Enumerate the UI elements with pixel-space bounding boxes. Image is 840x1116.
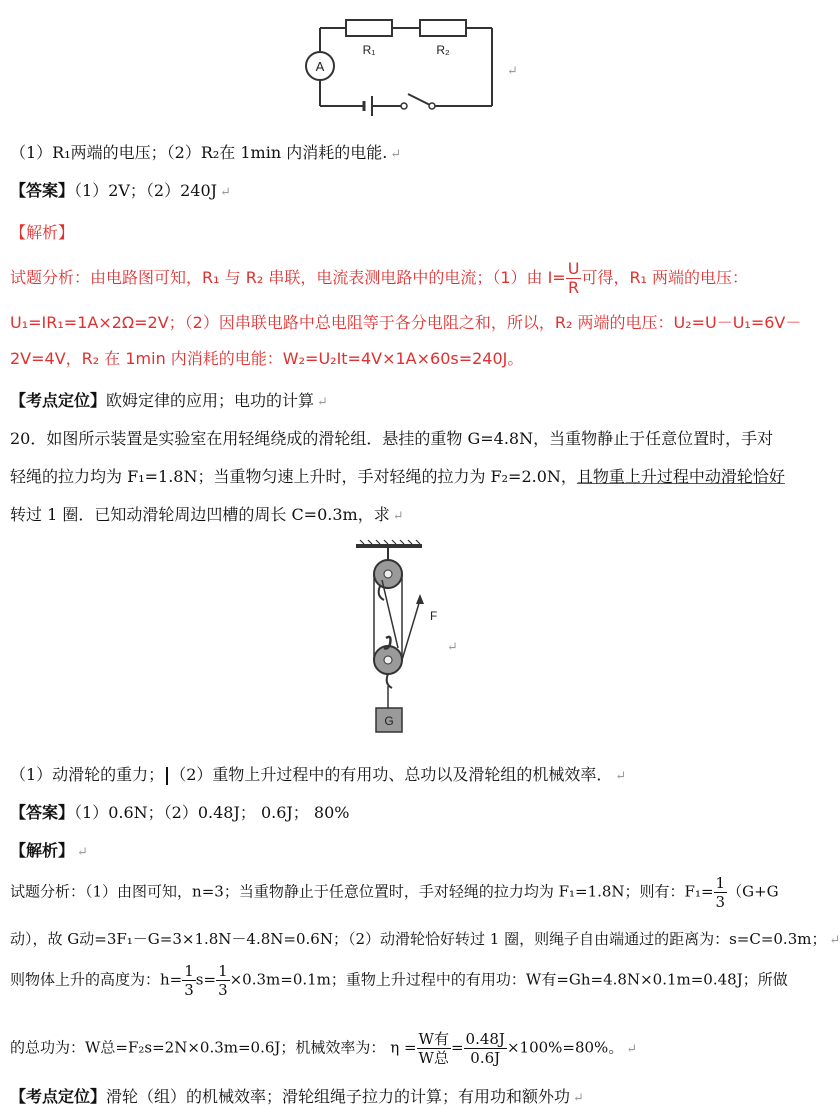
q19-analysis-tag: 【解析】 [10,223,75,242]
q19-kaodian: 【考点定位】欧姆定律的应用；电功的计算 ↵ [10,391,328,410]
q20-analysis-line-1: 试题分析：（1）由图可知，n=3；当重物静止于任意位置时，手对轻绳的拉力均为 F₁=1.8N；则有：F₁= $\frac{1}{3}$ （G+G [10,874,779,911]
q20-questions: （1）动滑轮的重力； （2）重物上升过程中的有用功、总功以及滑轮组的机械效率． ↵ [10,765,627,784]
circuit-diagram [296,8,526,118]
force-label: F [430,609,438,623]
q20-stem-2: 轻绳的拉力均为 F₁=1.8N；当重物匀速上升时，手对轻绳的拉力为 F₂=2.0N，且物重上升过程中动滑轮恰好 [10,467,785,486]
q19-questions: （1）R₁两端的电压；（2）R₂在 1min 内消耗的电能. ↵ [10,143,402,162]
q20-analysis-tag: 【解析】 ↵ [10,841,88,860]
q19-analysis-line-2: U₁=IR₁=1A×2Ω=2V；（2）因串联电路中总电阻等于各分电阻之和，所以，R₂ 两端的电压：U₂=U－U₁=6V－ [10,313,802,332]
return-mark: ↵ [447,640,458,655]
q19-answer: 【答案】（1）2V；（2）240J ↵ [10,181,231,200]
q20-stem-3: 转过 1 圈．已知动滑轮周边凹槽的周长 C=0.3m，求 ↵ [10,505,404,524]
q19-analysis-line-1: 试题分析：由电路图可知，R₁ 与 R₂ 串联，电流表测电路中的电流；（1）由 I= $\frac{U}{R}$ 可得，R₁ 两端的电压： [10,259,749,297]
q20-analysis-line-3: 则物体上升的高度为：h= $\frac{1}{3}$ s= $\frac{1}{3}$ ×0.3m=0.1m；重物上升过程中的有用功：W有=Gh=4.8N×0.1m=0.48J；所做 [10,962,788,999]
q20-kaodian: 【考点定位】滑轮（组）的机械效率；滑轮组绳子拉力的计算；有用功和额外功 ↵ [10,1087,584,1106]
return-mark: ↵ [507,64,518,79]
q20-stem-1: 20．如图所示装置是实验室在用轻绳绕成的滑轮组．悬挂的重物 G=4.8N，当重物静止于任意位置时，手对 [10,429,774,448]
r1-label: R₁ [362,43,376,57]
text-cursor [166,767,168,785]
q20-analysis-line-2: 动），故 G动=3F₁－G=3×1.8N－4.8N=0.6N；（2）动滑轮恰好转过 1 圈，则绳子自由端通过的距离为：s=C=0.3m； ↵ [10,930,840,948]
ammeter-label: A [315,59,325,74]
q19-analysis-line-3: 2V=4V，R₂ 在 1min 内消耗的电能：W₂=U₂It=4V×1A×60s=240J。 [10,349,524,368]
q20-analysis-line-4: 的总功为：W总=F₂s=2N×0.3m=0.6J；机械效率为： η = $\frac{\text{W有}}{\text{W总}}$ = $\frac{0.48J}{0.6J}$ ×100%=80%。 ↵ [10,1030,638,1067]
r2-label: R₂ [436,43,450,57]
weight-label: G [384,714,394,728]
q20-answer: 【答案】（1）0.6N；（2）0.48J； 0.6J； 80% [10,803,350,822]
